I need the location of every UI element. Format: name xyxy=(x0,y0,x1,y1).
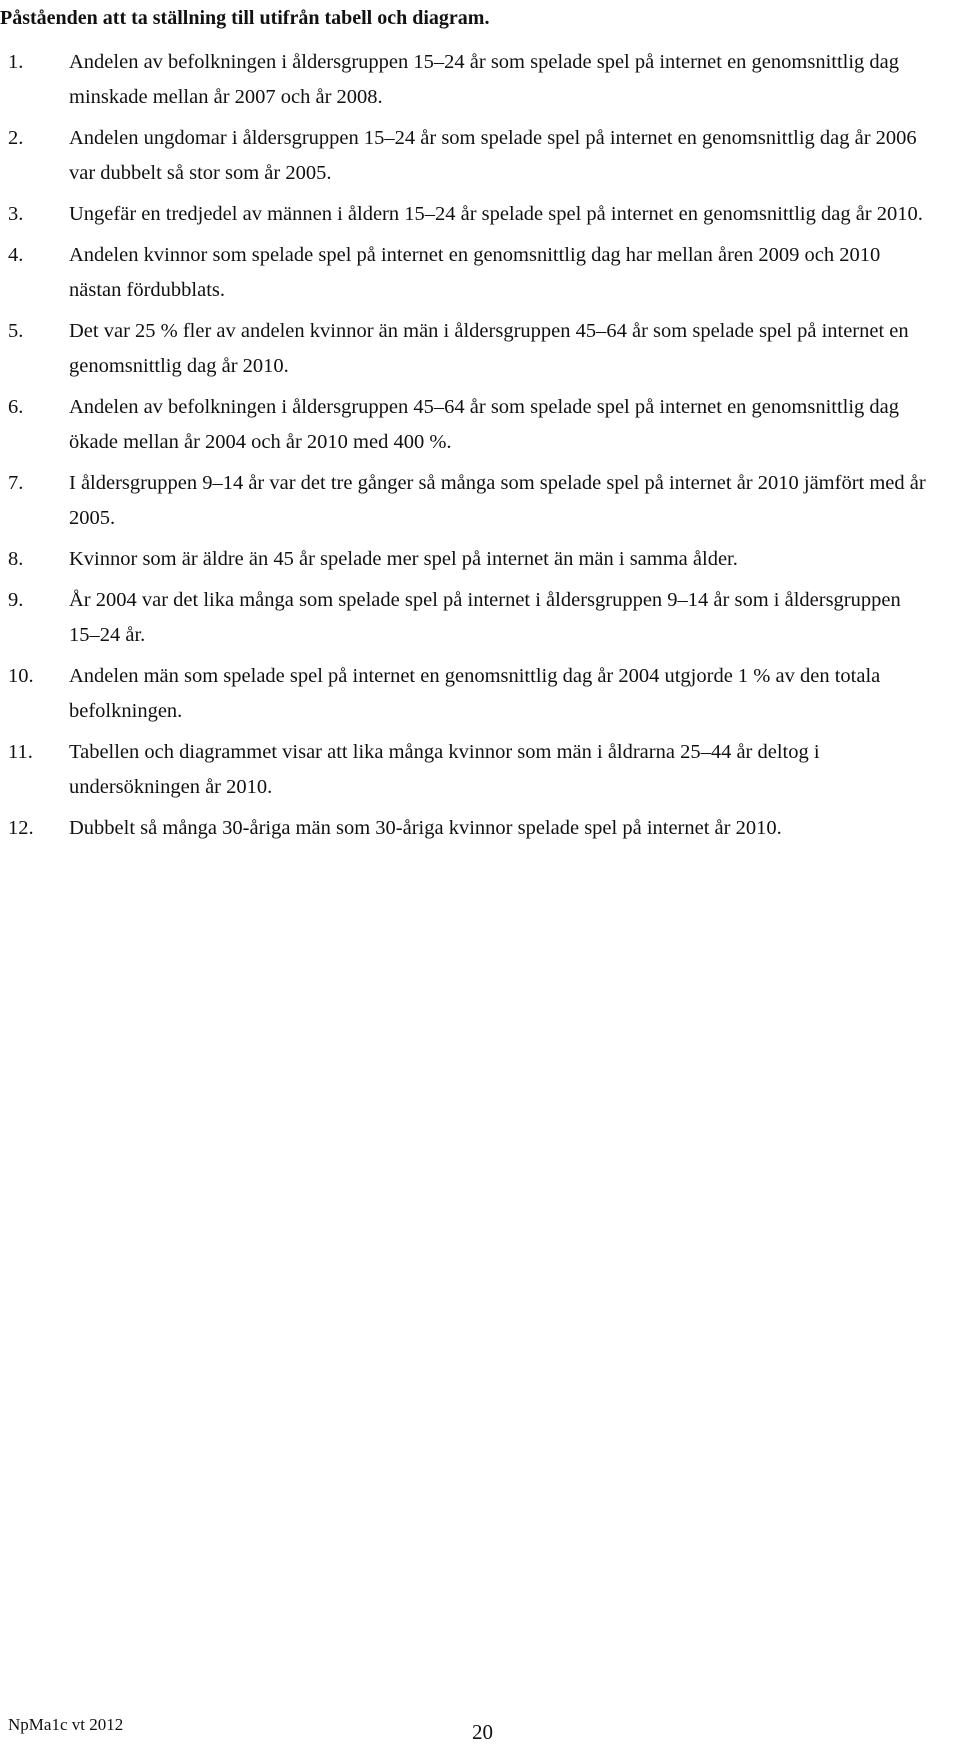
page-number: 20 xyxy=(472,1720,493,1744)
exam-code: NpMa1c vt 2012 xyxy=(8,1715,124,1734)
statement-text: I åldersgruppen 9–14 år var det tre gånger så många som spelade spel på internet år 2010 jämfört med år 2005. xyxy=(69,472,926,529)
statement-text: Det var 25 % fler av andelen kvinnor än män i åldersgruppen 45–64 år som spelade spel på internet en genomsnittlig dag år 2010. xyxy=(69,320,909,377)
statement-item xyxy=(0,238,935,308)
statement-number: 7. xyxy=(8,472,24,494)
statement-number: 2. xyxy=(8,127,24,149)
statement-number: 10. xyxy=(8,665,34,687)
statement-number: 5. xyxy=(8,320,24,342)
statement-number: 3. xyxy=(8,203,24,225)
statement-text: Kvinnor som är äldre än 45 år spelade mer spel på internet än män i samma ålder. xyxy=(69,548,738,570)
statement-item xyxy=(0,314,935,384)
statement-item xyxy=(0,542,935,577)
statement-text: Tabellen och diagrammet visar att lika många kvinnor som män i åldrarna 25–44 år deltog i undersökningen år 2010. xyxy=(69,741,820,798)
statement-number: 9. xyxy=(8,589,24,611)
statement-number: 12. xyxy=(8,817,34,839)
statement-item xyxy=(0,121,935,191)
statement-number: 1. xyxy=(8,51,24,73)
statement-text: Andelen av befolkningen i åldersgruppen 45–64 år som spelade spel på internet en genomsnittlig dag ökade mellan år 2004 och år 2010 med 400 %. xyxy=(69,396,900,453)
statement-item xyxy=(0,197,935,232)
statement-text: Andelen män som spelade spel på internet en genomsnittlig dag år 2004 utgjorde 1 % av den totala befolkningen. xyxy=(69,665,881,722)
statement-number: 4. xyxy=(8,244,24,266)
page-heading: Påståenden att ta ställning till utifrån tabell och diagram. xyxy=(0,7,490,29)
statement-text: Andelen kvinnor som spelade spel på internet en genomsnittlig dag har mellan åren 2009 och 2010 nästan fördubblats. xyxy=(69,244,881,301)
statement-text: Dubbelt så många 30-åriga män som 30-åriga kvinnor spelade spel på internet år 2010. xyxy=(69,817,782,839)
statement-number: 11. xyxy=(8,741,33,763)
statement-list xyxy=(0,45,935,852)
statement-text: Ungefär en tredjedel av männen i åldern 15–24 år spelade spel på internet en genomsnittlig dag år 2010. xyxy=(69,203,923,225)
statement-number: 6. xyxy=(8,396,24,418)
statement-item xyxy=(0,659,935,729)
statement-text: År 2004 var det lika många som spelade spel på internet i åldersgruppen 9–14 år som i åldersgruppen 15–24 år. xyxy=(69,589,901,646)
statement-item xyxy=(0,583,935,653)
statement-item xyxy=(0,390,935,460)
statement-item xyxy=(0,45,935,115)
statement-item xyxy=(0,735,935,805)
statement-text: Andelen ungdomar i åldersgruppen 15–24 år som spelade spel på internet en genomsnittlig dag år 2006 var dubbelt så stor som år 2005. xyxy=(69,127,917,184)
statement-item xyxy=(0,466,935,536)
statement-number: 8. xyxy=(8,548,24,570)
statement-item xyxy=(0,811,935,846)
statement-text: Andelen av befolkningen i åldersgruppen 15–24 år som spelade spel på internet en genomsnittlig dag minskade mellan år 2007 och år 2008. xyxy=(69,51,900,108)
